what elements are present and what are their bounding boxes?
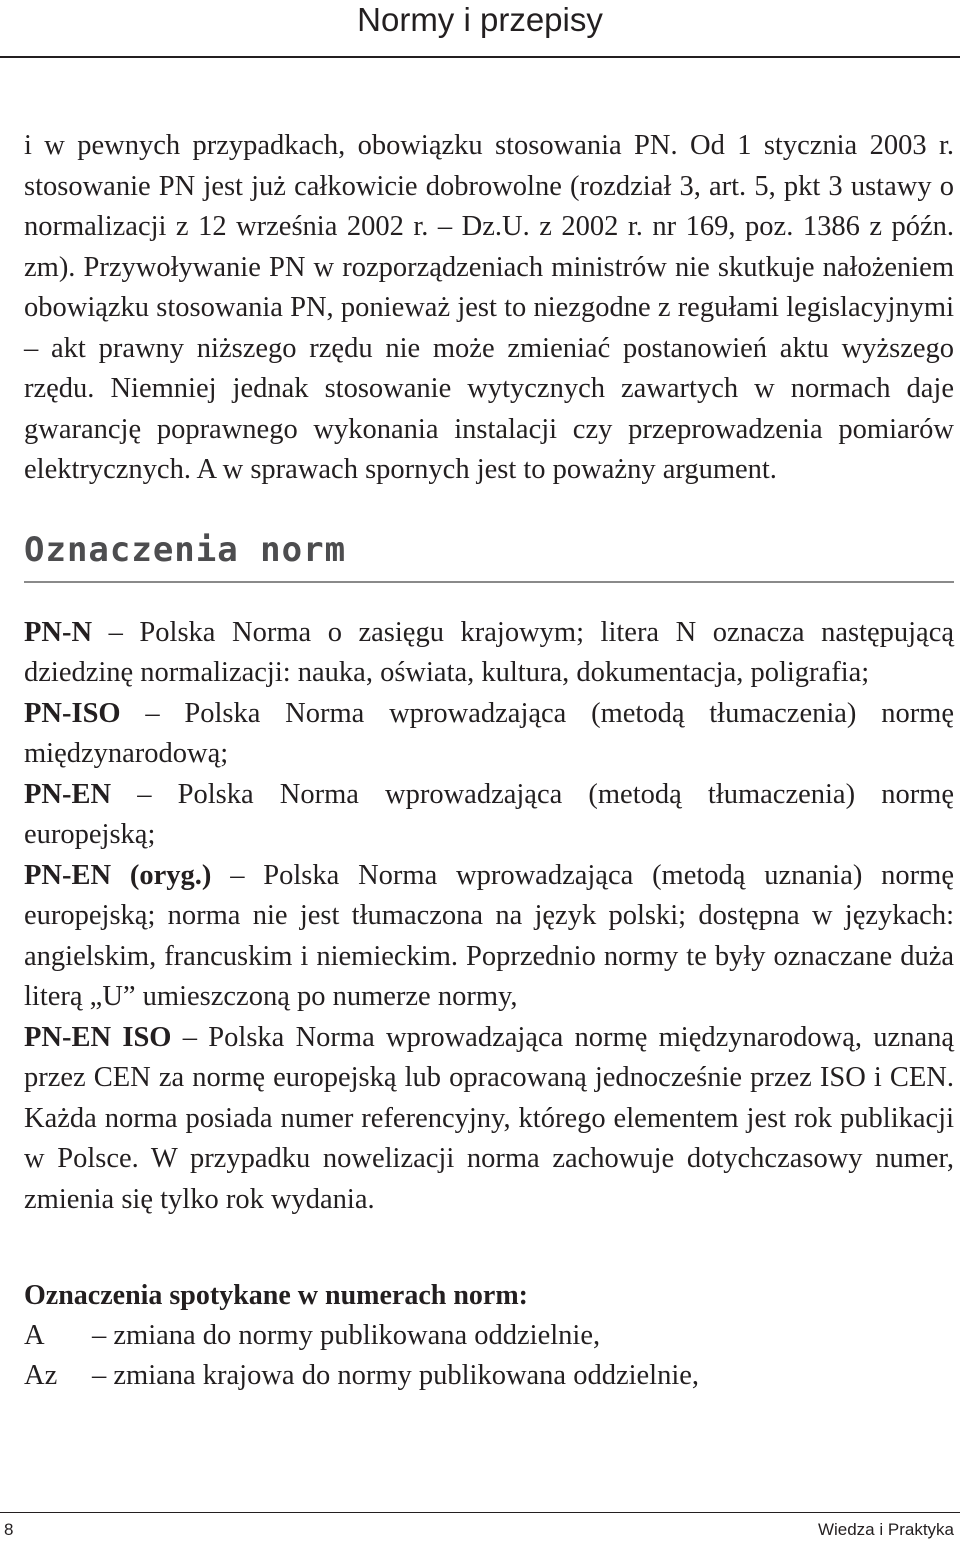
codes-list <box>24 1316 954 1396</box>
definition-text: – Polska Norma wprowadzająca (metodą tłumaczenia) normę europejską; <box>24 778 954 850</box>
definition-term: PN-ISO <box>24 697 121 729</box>
page-header-title: Normy i przepisy <box>357 1 603 38</box>
section-heading-title: Oznaczenia norm <box>24 529 347 570</box>
definition-text: – Polska Norma wprowadzająca (metodą uznania) normę europejską; norma nie jest tłumaczona na język polski; dostępna w językach: angielskim, francuskim i niemieckim. Poprzednio normy te były oznaczane duża literą „U” umieszczoną po numerze normy, <box>24 859 954 1012</box>
definition-item <box>24 613 954 694</box>
codes-heading: Oznaczenia spotykane w numerach norm: <box>24 1280 528 1311</box>
definition-term: PN-EN ISO <box>24 1021 172 1053</box>
page-number: 8 <box>4 1520 14 1539</box>
code-key: A <box>24 1320 45 1351</box>
definition-text: – Polska Norma o zasięgu krajowym; litera N oznacza następującą dziedzinę normalizacji: nauka, oświata, kultura, dokumentacja, poligrafia; <box>24 616 954 688</box>
definition-text: – Polska Norma wprowadzająca (metodą tłumaczenia) normę międzynarodową; <box>24 697 954 769</box>
code-text: – zmiana do normy publikowana oddzielnie, <box>92 1320 601 1351</box>
definition-text: – Polska Norma wprowadzająca normę międzynarodową, uznaną przez CEN za normę europejską lub opracowaną jednocześnie przez ISO i CEN. Każda norma posiada numer referencyjny, którego elementem jest rok publikacji w Polsce. W przypadku nowelizacji norma zachowuje dotychczasowy numer, zmienia się tylko rok wydania. <box>24 1021 955 1215</box>
definition-item <box>24 856 954 1018</box>
definition-item <box>24 1018 954 1221</box>
definition-item <box>24 775 954 856</box>
section-divider <box>24 581 954 583</box>
page-header <box>0 0 960 62</box>
code-item <box>24 1316 954 1356</box>
definition-item <box>24 694 954 775</box>
footer-divider <box>0 1512 960 1513</box>
definition-list <box>24 613 954 1221</box>
code-key: Az <box>24 1360 58 1391</box>
section-heading <box>24 519 954 583</box>
footer-brand: Wiedza i Praktyka <box>817 1520 954 1539</box>
page-content <box>24 126 954 1396</box>
code-text: – zmiana krajowa do normy publikowana oddzielnie, <box>92 1360 700 1391</box>
definition-term: PN-EN (oryg.) <box>24 859 212 891</box>
definition-term: PN-EN <box>24 778 112 810</box>
intro-paragraph: i w pewnych przypadkach, obowiązku stosowania PN. Od 1 stycznia 2003 r. stosowanie PN jest już całkowicie dobrowolne (rozdział 3, art. 5, pkt 3 ustawy o normalizacji z 12 września 2002 r. – Dz.U. z 2002 r. nr 169, poz. 1386 z późn. zm). Przywoływanie PN w rozporządzeniach ministrów nie skutkuje nałożeniem obowiązku stosowania PN, ponieważ jest to niezgodne z regułami legislacyjnymi – akt prawny niższego rzędu nie może zmieniać postanowień aktu wyższego rzędu. Niemniej jednak stosowanie wytycznych zawartych w normach daje gwarancję poprawnego wykonania instalacji czy przeprowadzenia pomiarów elektrycznych. A w sprawach spornych jest to poważny argument. <box>24 130 954 485</box>
header-divider <box>0 56 960 58</box>
definition-term: PN-N <box>24 616 93 648</box>
code-item <box>24 1356 954 1396</box>
